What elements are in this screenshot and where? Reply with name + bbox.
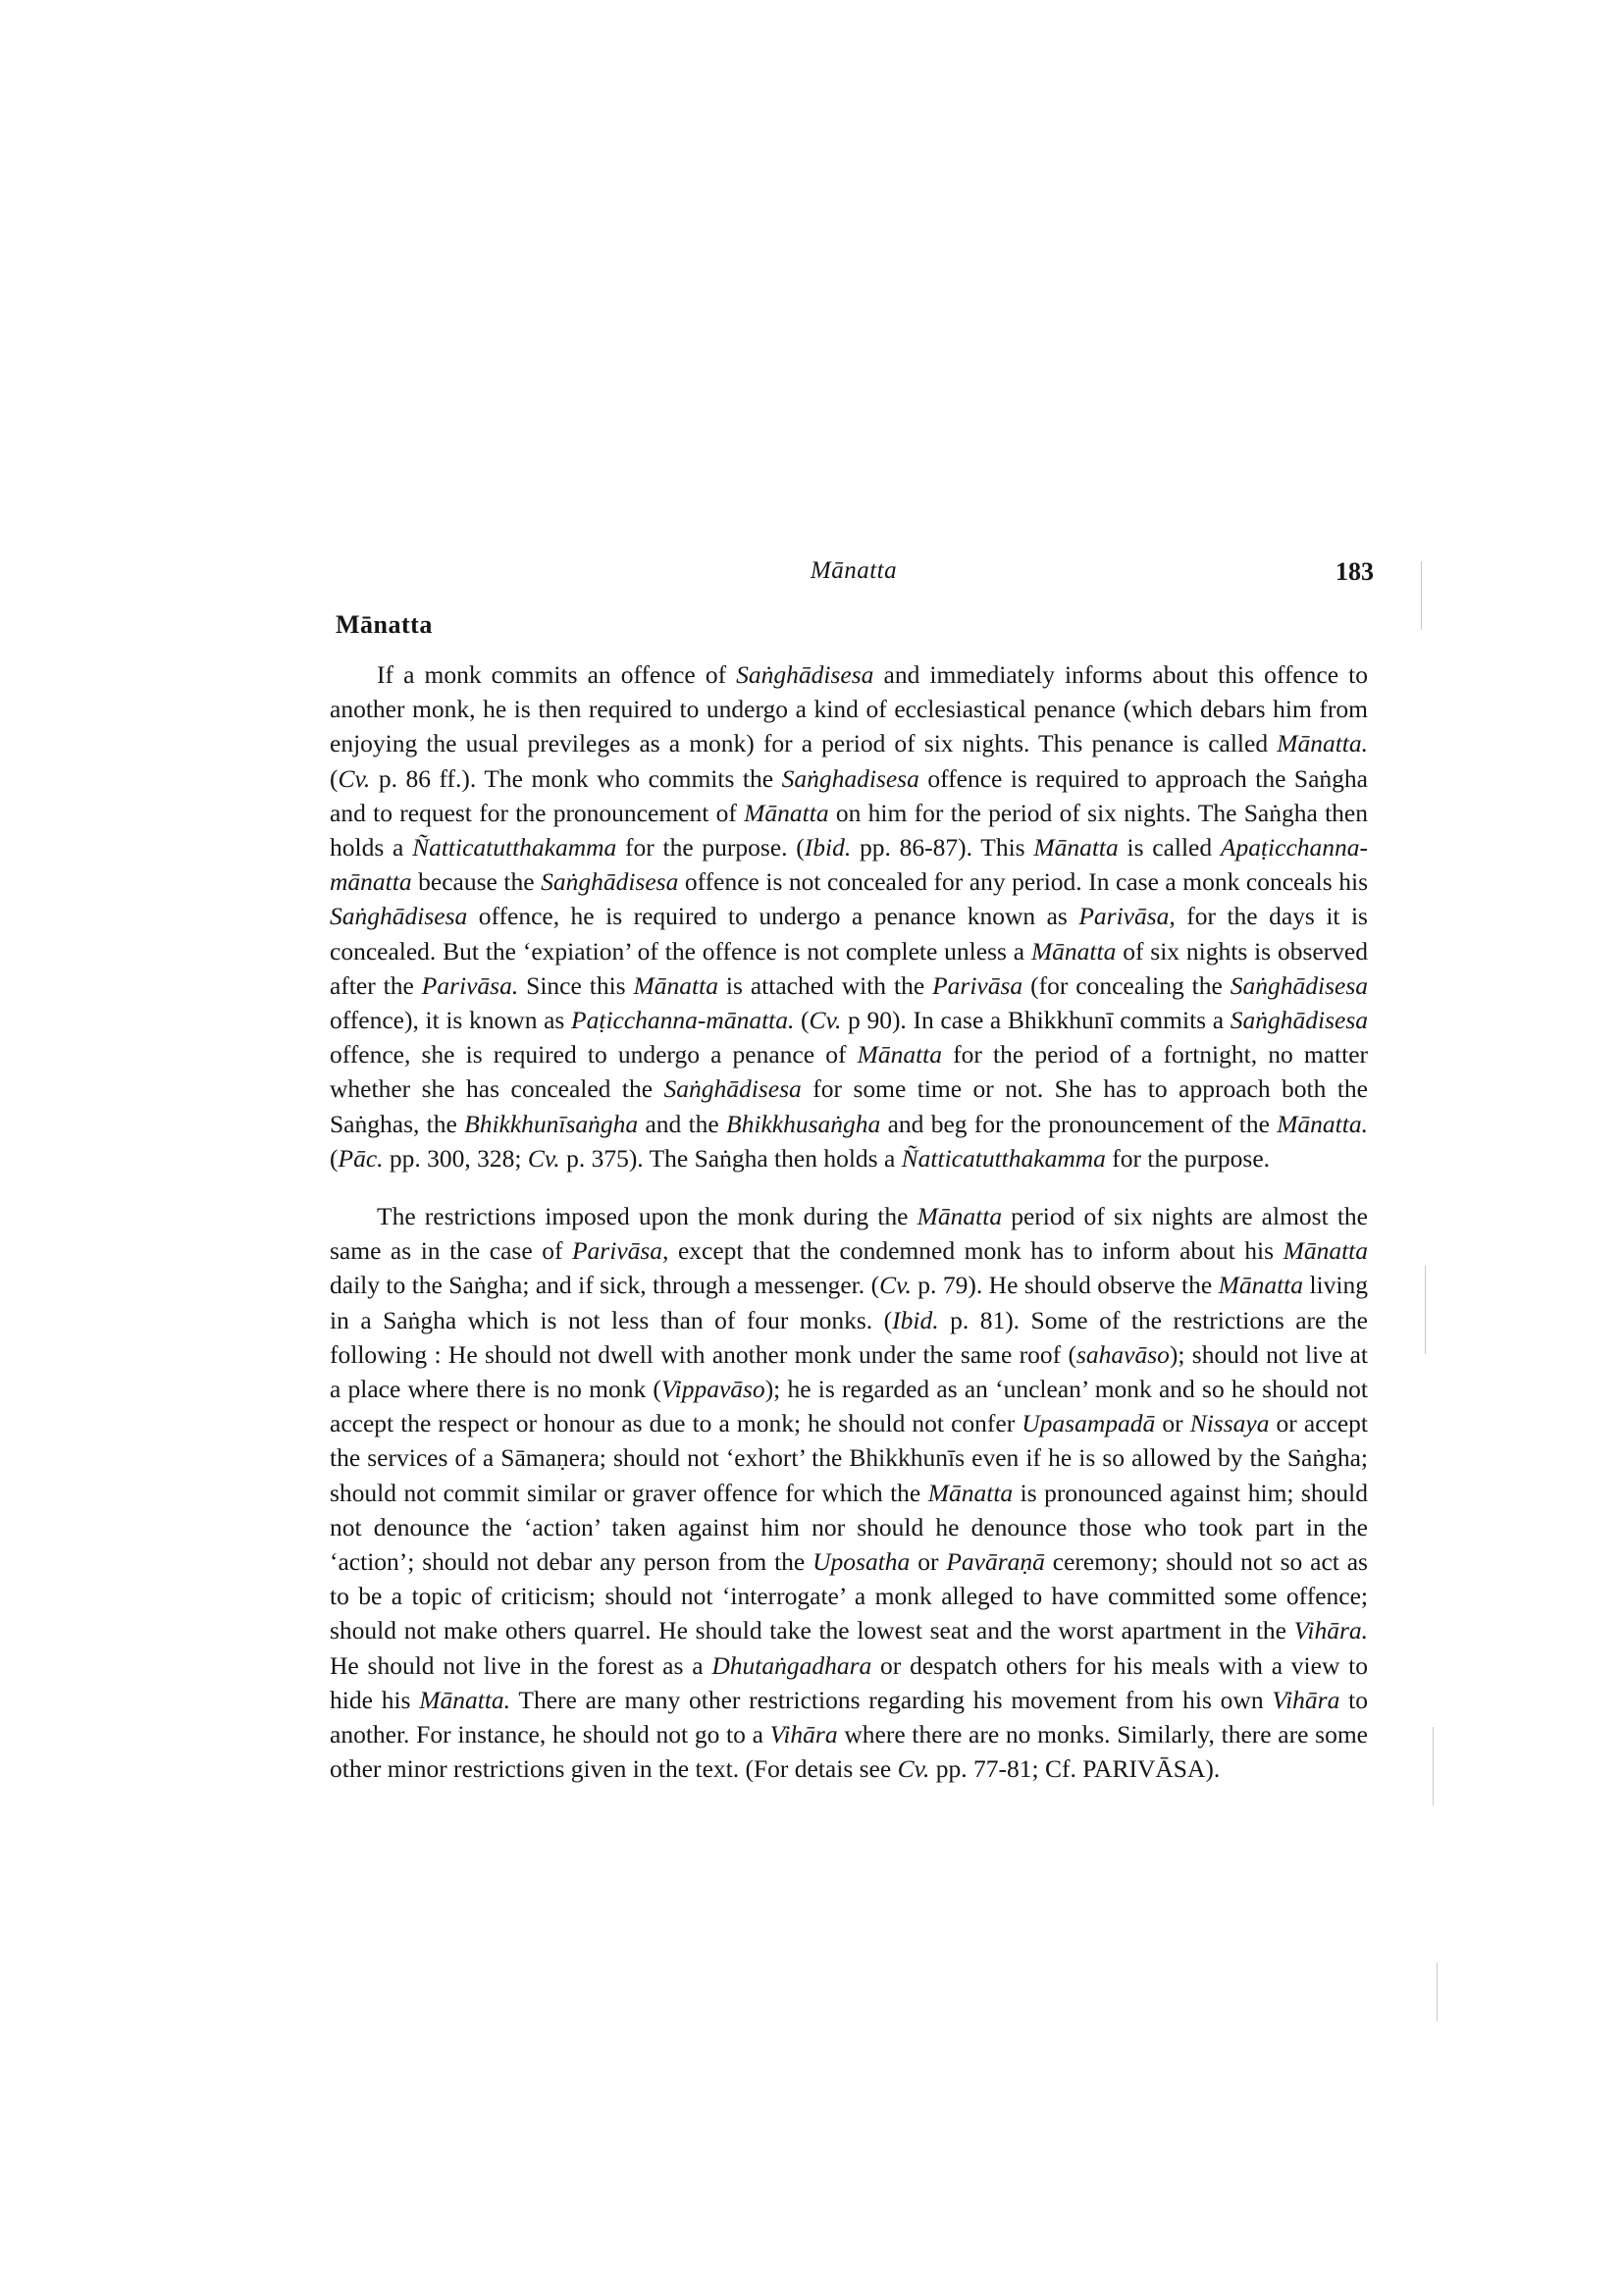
text-run: or despatch others for his meals with a view to hide his [330,1650,1369,1714]
italic-term: Ibid. [892,1305,939,1334]
running-head [334,557,1374,597]
text-run: period of six nights are almost the same as in the case of [330,1202,1369,1266]
italic-term: Ñatticatutthakamma [901,1143,1106,1173]
scan-mark [1437,1962,1438,2021]
text-run: on him for the period of six nights. The Saṅgha then holds a [330,798,1368,862]
italic-term: Vihāra [769,1720,838,1749]
italic-term: Vihāra [1272,1685,1340,1714]
text-run: p. 79). He should observe the [911,1271,1219,1300]
text-run: for the purpose. [1105,1143,1271,1173]
italic-term: Ibid. [804,833,852,862]
italic-term: Pavāraṇā [946,1547,1045,1577]
paragraph-2 [330,1199,1368,1786]
text-run: for some time or not. She has to approach both the Saṅghas, the [330,1074,1368,1138]
text-run: pp. 77-81; Cf. PARIVĀSA). [929,1754,1221,1784]
text-run: for the period of a fortnight, no matter whether she has concealed the [330,1040,1368,1104]
text-run: ); should not live at a place where there is no monk ( [330,1339,1368,1404]
text-run: is pronounced against him; should not denounce the ‘action’ taken against him nor should he denounce those who took part in the ‘action’; should not debar any person from the [330,1478,1368,1577]
italic-term: Saṅghādisesa [1230,1006,1368,1035]
text-run: ); he is regarded as an ‘unclean’ monk and so he should not accept the respect or honour as due to a monk; he should not confer [330,1375,1368,1438]
entry-heading: Mānatta [336,610,433,639]
italic-term: Pāc. [338,1143,384,1173]
italic-term: Saṅghādisesa [1230,970,1369,1000]
text-run: pp. 86-87). This [851,833,1034,862]
text-run: and immediately informs about this offence to another monk, he is then required to undergo a kind of ecclesiastical penance (which debars him from enjoying the usual previleges as a monk) for a period of six nights. This penance is called [330,660,1368,758]
text-run: for the days it is concealed. But the ‘expiation’ of the offence is not complete unless a [330,902,1368,965]
running-title: Mānatta [810,557,898,584]
text-run: He should not live in the forest as a [330,1650,712,1680]
text-run: pp. 300, 328; [383,1143,528,1173]
body-text [330,657,1368,1787]
italic-term: Saṅghādisesa [330,902,468,931]
italic-term: Parivāsa, [1078,902,1176,931]
italic-term: Paṭicchanna-mānatta. [571,1006,795,1035]
text-run: If a monk commits an offence of [377,660,737,689]
text-run: p. 86 ff.). The monk who commits the [370,763,782,793]
text-run: and the [638,1109,727,1138]
scan-mark [1425,1266,1426,1354]
text-run: because the [411,867,542,897]
italic-term: Ñatticatutthakamma [412,833,617,862]
text-run: is attached with the [717,970,933,1000]
text-run: offence is not concealed for any period. In case a monk conceals his [678,867,1368,897]
italic-term: Cv. [338,763,371,793]
italic-term: Saṅghādisesa [663,1074,802,1104]
italic-term: Cv. [897,1754,930,1784]
text-run: is called [1118,833,1221,862]
text-run: and beg for the pronouncement of the [880,1109,1278,1138]
paragraph-1 [330,657,1368,1175]
italic-term: Nissaya [1189,1409,1270,1438]
text-run: or accept the services of a Sāmaṇera; should not ‘exhort’ the Bhikkhunīs even if he is so allowed by the Saṅgha; should not commit similar or graver offence for which the [330,1409,1368,1507]
italic-term: Mānatta. [419,1685,511,1714]
text-run: The restrictions imposed upon the monk during the [377,1202,917,1231]
text-run: ( [794,1006,810,1035]
italic-term: Cv. [809,1006,842,1035]
italic-term: Mānatta. [1277,729,1368,758]
text-run: Since this [518,970,634,1000]
text-run: p 90). In case a Bhikkhunī commits a [841,1006,1231,1035]
italic-term: Mānatta. [1277,1109,1368,1138]
text-run: of six nights is observed after the [330,936,1368,1000]
italic-term: Bhikkhusaṅgha [726,1109,881,1138]
italic-term: Parivāsa [932,970,1023,1000]
italic-term: Mānatta [857,1040,943,1070]
italic-term: Upasampadā [1022,1409,1156,1438]
text-run: ( [330,1143,339,1173]
text-run: where there are no monks. Similarly, there are some other minor restrictions given in the text. (For detais see [330,1720,1368,1784]
italic-term: Mānatta [1218,1271,1304,1300]
text-run: ceremony; should not so act as to be a topic of criticism; should not ‘interrogate’ a monk alleged to have committed some offence; should not make others quarrel. He should take the lowest seat and the worst apartment in the [330,1547,1368,1645]
italic-term: Mānatta [1030,936,1117,965]
italic-term: Apaṭicchanna-mānatta [330,833,1368,897]
italic-term: Dhutaṅgadhara [711,1650,872,1680]
italic-term: Parivāsa. [421,970,519,1000]
text-run: offence), it is known as [330,1006,572,1035]
italic-term: Saṅghādisesa [541,867,679,897]
text-run: (for concealing the [1022,970,1231,1000]
italic-term: Mānatta [1283,1236,1368,1266]
italic-term: Parivāsa, [571,1236,669,1266]
text-run: offence, he is required to undergo a penance known as [467,902,1079,931]
text-run: living in a Saṅgha which is not less than of four monks. ( [330,1271,1368,1334]
text-run: except that the condemned monk has to inform about his [668,1236,1283,1266]
text-run: or [1155,1409,1190,1438]
italic-term: Vihāra. [1293,1616,1368,1645]
text-run: There are many other restrictions regarding his movement from his own [510,1685,1273,1714]
italic-term: Saṅghādisesa [736,660,874,689]
text-run: to another. For instance, he should not go to a [330,1685,1368,1749]
italic-term: Mānatta [917,1202,1003,1231]
italic-term: Bhikkhunīsaṅgha [464,1109,639,1138]
text-run: p. 81). Some of the restrictions are the following : He should not dwell with another monk under the same roof ( [330,1305,1368,1369]
text-run: or [910,1547,947,1577]
text-run: offence is required to approach the Saṅgha and to request for the pronouncement of [330,763,1368,827]
text-run: p. 375). The Saṅgha then holds a [559,1143,902,1173]
text-run: daily to the Saṅgha; and if sick, through a messenger. ( [330,1271,880,1300]
text-run: ( [330,763,339,793]
italic-term: Saṅghadisesa [781,763,919,793]
italic-term: Mānatta [1033,833,1119,862]
scan-mark [1433,1727,1434,1805]
italic-term: sahavāso [1075,1339,1170,1369]
italic-term: Uposatha [812,1547,911,1577]
italic-term: Cv. [527,1143,560,1173]
italic-term: Cv. [879,1271,912,1300]
text-run: for the purpose. ( [616,833,805,862]
italic-term: Mānatta [927,1478,1014,1507]
italic-term: Mānatta [633,970,718,1000]
scan-mark [1421,561,1422,630]
italic-term: Mānatta [744,798,829,827]
page-number: 183 [1336,557,1374,586]
text-run: offence, she is required to undergo a penance of [330,1040,858,1070]
italic-term: Vippavāso [660,1375,765,1404]
